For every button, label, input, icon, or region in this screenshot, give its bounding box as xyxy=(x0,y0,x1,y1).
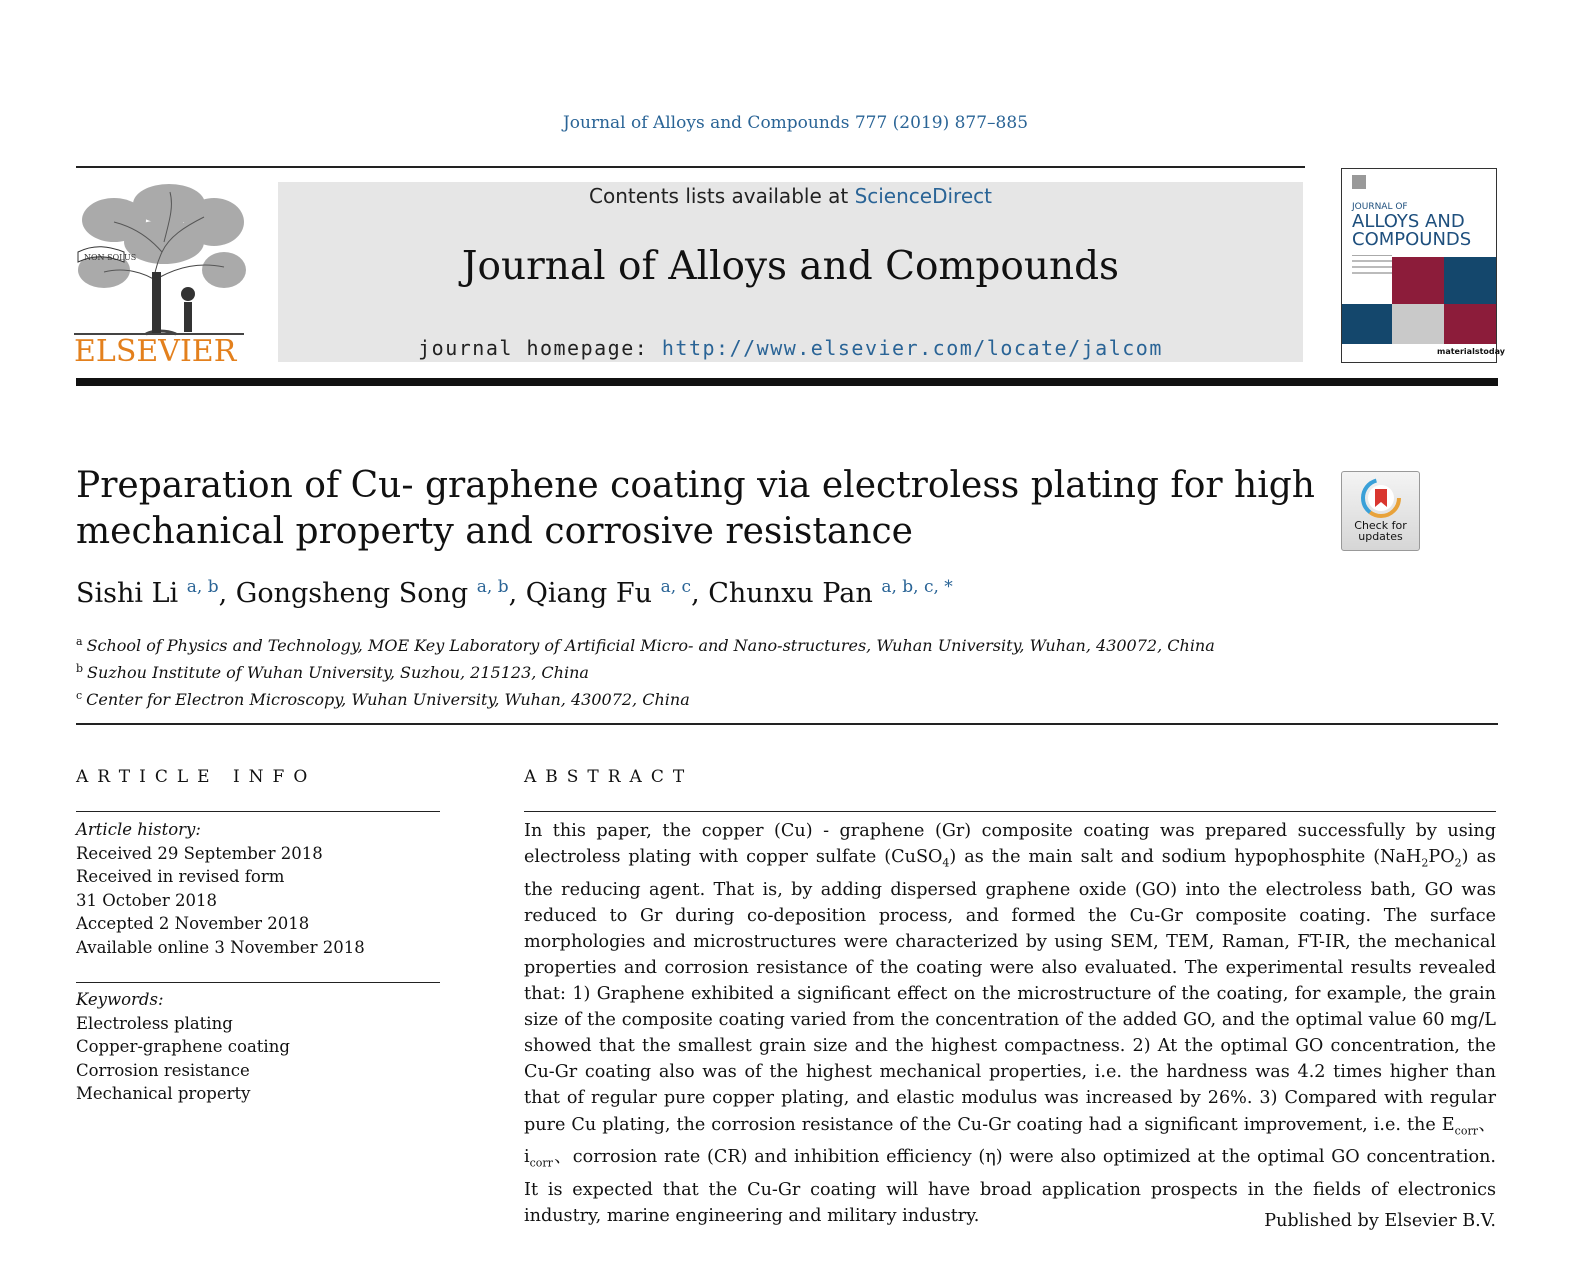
abstract-part: In this paper, the copper (Cu) - graphene (Gr) composite coating was prepared successfully by using electroless plating with copper sulfate (CuSO xyxy=(524,821,1496,868)
abstract-sub: corr xyxy=(529,1156,553,1170)
article-history xyxy=(76,818,365,959)
cover-tile-blue-2 xyxy=(1342,304,1392,344)
abstract-part: ) as the main salt and sodium hypophosphite (NaH xyxy=(949,847,1422,868)
affiliation-text: Suzhou Institute of Wuhan University, Suzhou, 215123, China xyxy=(87,663,589,682)
author-name: Gongsheng Song xyxy=(235,578,469,609)
abstract-sub: 2 xyxy=(1454,856,1462,870)
keyword-item: Electroless plating xyxy=(76,1013,233,1033)
author-affil-link[interactable]: a, c xyxy=(660,577,692,597)
crossmark-line2: updates xyxy=(1358,530,1403,543)
affiliation-item xyxy=(76,630,1215,657)
crossmark-text xyxy=(1342,520,1419,542)
article-info-heading: ARTICLE INFO xyxy=(76,767,317,787)
author-affil-link[interactable]: a, b xyxy=(476,577,509,597)
history-item: Received in revised form xyxy=(76,867,285,886)
article-info-rule xyxy=(76,811,440,812)
affiliation-key: c xyxy=(76,689,83,702)
homepage-url-link[interactable]: http://www.elsevier.com/locate/jalcom xyxy=(661,336,1163,360)
author-name: Sishi Li xyxy=(76,578,179,609)
keyword-item: Corrosion resistance xyxy=(76,1060,250,1080)
abstract-rule xyxy=(524,811,1496,812)
check-for-updates-badge[interactable] xyxy=(1341,471,1420,551)
affiliation-list xyxy=(76,630,1215,711)
journal-citation-link[interactable]: Journal of Alloys and Compounds 777 (2019) 877–885 xyxy=(562,113,1029,133)
contents-available-line xyxy=(278,184,1303,208)
history-item: Received 29 September 2018 xyxy=(76,843,323,863)
journal-homepage-line xyxy=(278,336,1303,360)
cover-logo-icon xyxy=(1352,175,1366,189)
author-name: Qiang Fu xyxy=(525,578,653,609)
article-title-line1: Preparation of Cu- graphene coating via electroless plating for high xyxy=(76,465,1315,506)
cover-tile-blue-1 xyxy=(1444,257,1496,304)
author-affil-link[interactable]: a, b, c, * xyxy=(881,577,953,597)
affiliation-item xyxy=(76,657,1215,684)
history-label: Article history: xyxy=(76,820,201,839)
logo-motto: NON SOLUS xyxy=(84,253,137,262)
sciencedirect-link[interactable]: ScienceDirect xyxy=(854,184,992,208)
keyword-item: Copper-graphene coating xyxy=(76,1037,290,1056)
history-item: Available online 3 November 2018 xyxy=(76,937,365,957)
abstract-part: PO xyxy=(1428,847,1455,868)
abstract-part: 、i xyxy=(524,1114,1496,1168)
elsevier-wordmark: ELSEVIER xyxy=(74,334,237,369)
keywords-rule xyxy=(76,982,440,983)
homepage-prefix: journal homepage: xyxy=(418,336,662,360)
abstract-heading: ABSTRACT xyxy=(524,767,694,787)
cover-title xyxy=(1352,213,1471,249)
affiliation-text: Center for Electron Microscopy, Wuhan University, Wuhan, 430072, China xyxy=(86,690,690,709)
cover-title-line1: ALLOYS AND xyxy=(1352,211,1465,232)
contents-prefix: Contents lists available at xyxy=(589,184,855,208)
author-affil-link[interactable]: a, b xyxy=(186,577,219,597)
abstract-text xyxy=(524,818,1496,1229)
affiliation-key: a xyxy=(76,635,83,648)
abstract-sub: corr xyxy=(1454,1124,1478,1138)
journal-banner xyxy=(278,182,1303,362)
abstract-sub: 2 xyxy=(1421,856,1429,870)
author-name: Chunxu Pan xyxy=(708,578,873,609)
affiliation-item xyxy=(76,684,1215,711)
article-title xyxy=(76,463,1316,555)
header-rule xyxy=(76,166,1305,168)
journal-cover-thumbnail[interactable] xyxy=(1341,168,1505,363)
abstract-sub: 4 xyxy=(942,856,950,870)
article-title-line2: mechanical property and corrosive resistance xyxy=(76,511,913,552)
abstract-part: ) as the reducing agent. That is, by adding dispersed graphene oxide (GO) into the electroless bath, GO was reduced to Gr during co-deposition process, and formed the Cu-Gr composite coating. The surface morphologies and microstructures were characterized by using SEM, TEM, Raman, FT-IR, the mechanical properties and corrosion resistance of the coating were also evaluated. The experimental results revealed that: 1) Graphene exhibited a significant effect on the microstructure of the coating, for example, the grain size of the composite coating varied from the concentration of the added GO, and the optimal value 60 mg/L showed that the smallest grain size and the highest compactness. 2) At the optimal GO concentration, the Cu-Gr coating also was of the highest mechanical properties, i.e. the hardness was 4.2 times higher than that of regular pure copper plating, and elastic modulus was increased by 26%. 3) Compared with regular pure Cu plating, the corrosion resistance of the Cu-Gr coating had a significant improvement, i.e. the E xyxy=(524,847,1496,1135)
section-divider xyxy=(76,723,1498,725)
keyword-list xyxy=(76,988,290,1106)
keyword-item: Mechanical property xyxy=(76,1084,251,1103)
cover-title-line2: COMPOUNDS xyxy=(1352,229,1472,250)
affiliation-key: b xyxy=(76,662,84,675)
crossmark-line1: Check for xyxy=(1354,519,1407,532)
cover-blurb xyxy=(1352,255,1392,286)
history-item: 31 October 2018 xyxy=(76,890,218,910)
cover-tile-red-2 xyxy=(1444,304,1496,344)
cover-pretitle: JOURNAL OF xyxy=(1352,202,1408,212)
crossmark-icon xyxy=(1360,477,1402,519)
cover-brand: materialstoday xyxy=(1437,347,1505,356)
abstract-part: 、corrosion rate (CR) and inhibition efficiency (η) were also optimized at the optimal GO concentration. It is expected that the Cu-Gr coating will have broad application prospects in the fields of electronics industry, marine engineering and military industry. xyxy=(524,1147,1496,1226)
author-list: Sishi Li $^{a, b}$, Gongsheng Song $^{a, b}$, Qiang Fu $^{a, c}$, Chunxu Pan $^{a, b, c, *}$ xyxy=(76,577,953,609)
journal-name: Journal of Alloys and Compounds xyxy=(461,244,1120,289)
keywords-label: Keywords: xyxy=(76,990,164,1009)
history-item: Accepted 2 November 2018 xyxy=(76,914,310,933)
cover-tile-gray xyxy=(1392,304,1444,344)
publisher-line: Published by Elsevier B.V. xyxy=(1264,1211,1496,1231)
affiliation-text: School of Physics and Technology, MOE Key Laboratory of Artificial Micro- and Nano-structures, Wuhan University, Wuhan, 430072, China xyxy=(86,636,1215,655)
banner-bottom-rule xyxy=(76,378,1498,386)
cover-tile-red-1 xyxy=(1392,257,1444,304)
